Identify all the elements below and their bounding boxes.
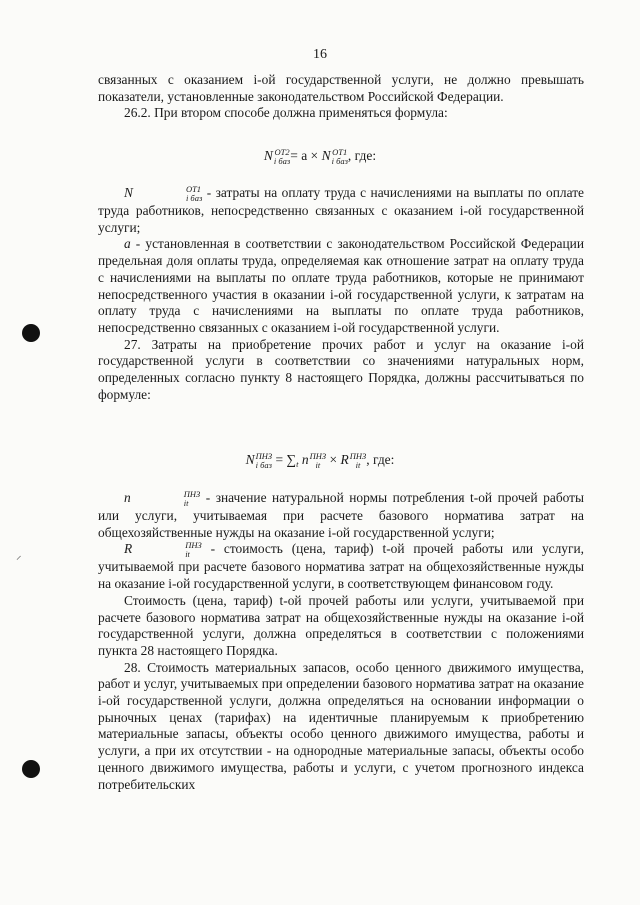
definitions-block-1	[98, 185, 584, 403]
formula-sub: i баз	[273, 156, 291, 166]
formula-symbol: N	[263, 148, 273, 164]
definitions-block-2	[98, 490, 584, 793]
formula-sup: ОТ2	[274, 147, 290, 157]
pen-mark: ⸝	[16, 550, 22, 562]
def-symbol: N	[124, 185, 133, 201]
page-number: 16	[313, 47, 327, 62]
definition-a	[98, 236, 584, 336]
def-symbol: n	[124, 490, 131, 506]
punch-hole-1	[22, 324, 40, 342]
formula-symbol: n	[301, 452, 309, 468]
def-text: - затраты на оплату труда с начислениями на выплаты по оплате труда работников, непосредственно связанных с оказанием i-ой государственной услуги;	[98, 185, 584, 235]
formula-symbol: R	[340, 452, 349, 468]
definition-r	[98, 541, 584, 592]
def-sub: it	[183, 498, 189, 508]
def-sub: i баз	[185, 193, 203, 203]
formula-sup: ПНЗ	[349, 451, 367, 461]
clause-28: 28. Стоимость материальных запасов, особо ценного движимого имущества, работ и услуг, учитываемых при определении базового норматива затрат на оказание i-ой государственной услуги, должна определяться на основании информации о рыночных ценах (тарифах) на идентичные планируемым к приобретению материальные запасы, объекты особо ценного движимого имущества, работы и услуги, а при их отсутствии - на однородные материальные запасы, объекты особо ценного движимого имущества, работы и услуги, с учетом прогнозного индекса потребительских	[98, 659, 584, 792]
definition-ot1	[98, 185, 584, 236]
definition-n	[98, 490, 584, 541]
def-text: - стоимость (цена, тариф) t-ой прочей работы или услуги, учитываемой при расчете базового норматива затрат на общехозяйственные нужды на оказание i-ой государственной услуги, в соответствующем финансовом году.	[98, 541, 584, 592]
formula-sup: ПНЗ	[309, 451, 327, 461]
formula-symbol: N	[321, 148, 331, 164]
clause-27: 27. Затраты на приобретение прочих работ и услуг на оказание i-ой государственной услуги в соответствии со значениями натуральных норм, определенных согласно пункту 8 настоящего Порядка, должны рассчитываться по формуле:	[98, 336, 584, 402]
clause-26-2: 26.2. При втором способе должна применяться формула:	[124, 105, 448, 121]
formula-sub: t	[296, 459, 299, 470]
formula-tail: , где:	[347, 148, 377, 164]
def-sub: it	[185, 549, 190, 560]
def-text: - установленная в соответствии с законодательством Российской Федерации предельная доля оплаты труда, определяемая как отношение затрат на оплату труда с начислениями на выплаты по оплате труда работников, которые не принимают непосредственного участия в оказании i-ой государственной услуги, к затратам на оплату труда с начислениями на выплаты по оплате труда работников, непосредственно связанных с оказанием i-ой государственной услуги.	[98, 236, 584, 335]
formula-ot2	[0, 148, 640, 166]
def-sup: ПНЗ	[183, 489, 201, 499]
formula-tail: , где:	[366, 452, 395, 468]
def-sup: ОТ1	[185, 184, 202, 194]
def-sup: ПНЗ	[185, 540, 202, 551]
paragraph-cost: Стоимость (цена, тариф) t-ой прочей работы или услуги, учитываемой при расчете базового норматива затрат на общехозяйственные нужды на оказание i-ой государственной услуги, должна определяться в соответствии с положениями пункта 28 настоящего Порядка.	[98, 592, 584, 658]
formula-sup: ПНЗ	[255, 451, 273, 461]
formula-symbol: N	[245, 452, 255, 468]
text-intro: связанных с оказанием i-ой государственной услуги, не должно превышать показатели, установленные законодательством Российской Федерации.	[98, 72, 584, 104]
punch-hole-2	[22, 760, 40, 778]
formula-pnz	[0, 452, 640, 470]
formula-eq: = a ×	[290, 148, 322, 164]
formula-sub: it	[355, 460, 361, 470]
formula-sub: i баз	[255, 460, 272, 470]
formula-sub: it	[315, 460, 321, 470]
def-text: - значение натуральной нормы потребления t-ой прочей работы или услуги, учитываемая при расчете базового норматива затрат на общехозяйственные нужды на оказание i-ой государственной услуги;	[98, 490, 584, 540]
paragraph-intro	[98, 72, 584, 122]
formula-sup: ОТ1	[332, 147, 348, 157]
formula-times: ×	[326, 452, 341, 468]
def-symbol: R	[124, 541, 133, 557]
formula-sum: = ∑	[272, 452, 297, 468]
formula-sub: i баз	[331, 156, 348, 166]
def-symbol: a	[124, 236, 131, 252]
